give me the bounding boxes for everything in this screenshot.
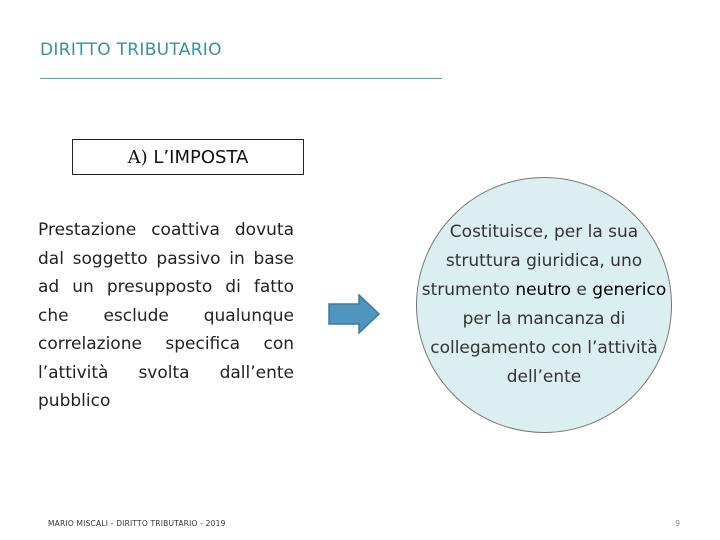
slide-title: DIRITTO TRIBUTARIO [40,40,222,60]
section-title: L’IMPOSTA [153,146,249,168]
footer-text: MARIO MISCALI - DIRITTO TRIBUTARIO - 2019 [48,519,226,528]
summary-part-3: per la mancanza di collegamento con l’attività dell’ente [430,309,658,387]
section-heading-box [72,139,304,175]
summary-text [419,218,669,392]
emphasis-generico: generico [592,280,667,300]
section-letter: A) [127,146,148,168]
right-arrow-icon [328,294,380,334]
summary-part-1: Costituisce, per la sua struttura giuridica, uno strumento [421,222,643,300]
page-number: 9 [675,519,680,528]
summary-part-2: e [571,280,593,300]
summary-circle [416,177,672,433]
definition-text: Prestazione coattiva dovuta dal soggetto passivo in base ad un presupposto di fatto che esclude qualunque correlazione specifica con l’attività svolta dall’ente pubblico [38,220,294,411]
title-underline [40,78,442,79]
emphasis-neutro: neutro [515,280,572,300]
